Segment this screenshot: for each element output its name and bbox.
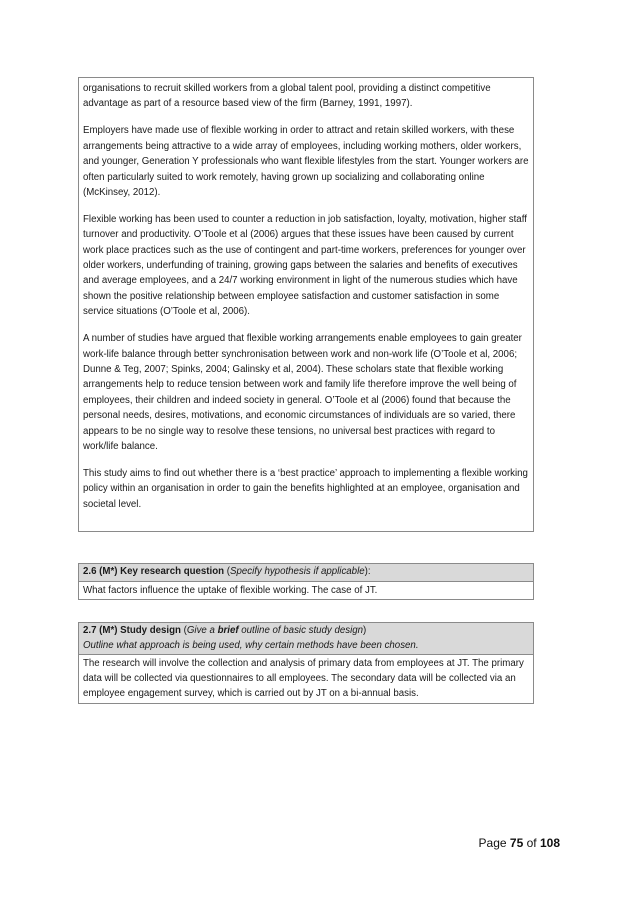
study-design-header: 2.7 (M*) Study design (Give a brief outline of basic study design) Outline what approach is being used, why certain methods have been chosen. — [79, 623, 533, 655]
total-pages: 108 — [539, 836, 560, 850]
study-design-note-pre: Give a — [186, 625, 218, 636]
page-word: Page — [478, 836, 507, 850]
research-question-note: Specify hypothesis if applicable — [229, 566, 365, 577]
paragraph: Employers have made use of flexible working in order to attract and retain skilled workers, with these arrangements being attractive to a wide array of employees, including working mothers, older workers, and younger, Generation Y professionals who want flexible lifestyles from the start. Younger workers are often particularly suited to work remotely, having grown up socializing and collaborating online (McKinsey, 2012). — [83, 125, 529, 198]
page-number-footer — [479, 836, 560, 850]
study-design-box — [78, 622, 534, 704]
research-question-box — [78, 563, 534, 600]
study-design-title: 2.7 (M*) Study design — [83, 625, 181, 636]
paragraph: This study aims to find out whether there is a ‘best practice’ approach to implementing a flexible working policy within an organisation in order to gain the benefits highlighted at an employee, organisation and societal level. — [83, 467, 528, 510]
study-design-note-post: outline of basic study design — [238, 625, 363, 636]
research-question-header: 2.6 (M*) Key research question (Specify hypothesis if applicable): — [79, 564, 533, 582]
paragraph: Flexible working has been used to counter a reduction in job satisfaction, loyalty, motivation, higher staff turnover and productivity. O’Toole et al (2006) argues that these issues have been caused by current work place practices such as the use of contingent and part-time workers, preferences for younger over older workers, underfunding of training, growing gaps between the salaries and benefits of executives and average employees, and a 24/7 working environment in light of the numerous studies which have shown the positive relationship between employee satisfaction and customer satisfaction in some service situations (O’Toole et al, 2006). — [83, 213, 527, 318]
of-word: of — [526, 836, 537, 850]
paragraph: organisations to recruit skilled workers from a global talent pool, providing a distinct competitive advantage as part of a resource based view of the firm (Barney, 1991, 1997). — [83, 83, 491, 110]
literature-review-box — [78, 77, 534, 532]
page-number: 75 — [509, 836, 524, 850]
research-question-title: 2.6 (M*) Key research question — [83, 566, 225, 577]
study-design-subheading: Outline what approach is being used, why certain methods have been chosen. — [83, 639, 419, 651]
study-design-answer: The research will involve the collection and analysis of primary data from employees at JT. The primary data will be collected via questionnaires to all employees. The secondary data will be collected via an employee engagement survey, which is carried out by JT on a bi-annual basis. — [83, 658, 524, 700]
research-question-answer: What factors influence the uptake of flexible working. The case of JT. — [83, 584, 378, 596]
paragraph: A number of studies have argued that flexible working arrangements enable employees to gain greater work-life balance through better synchronisation between work and non-work life (O’Toole et al, 2006; Dunne & Teg, 2007; Spinks, 2004; Galinsky et al, 2004). These scholars state that flexible working arrangements help to reduce tension between work and family life therefore improve the well being of employees, their children and indeed society in general. O’Toole et al (2006) found that because the personal needs, desires, motivations, and economic circumstances of individuals are so varied, there appears to be no single way to resolve these tensions, no universal best practices with regard to work/life balance. — [83, 333, 522, 453]
study-design-note-bold: brief — [217, 625, 239, 636]
